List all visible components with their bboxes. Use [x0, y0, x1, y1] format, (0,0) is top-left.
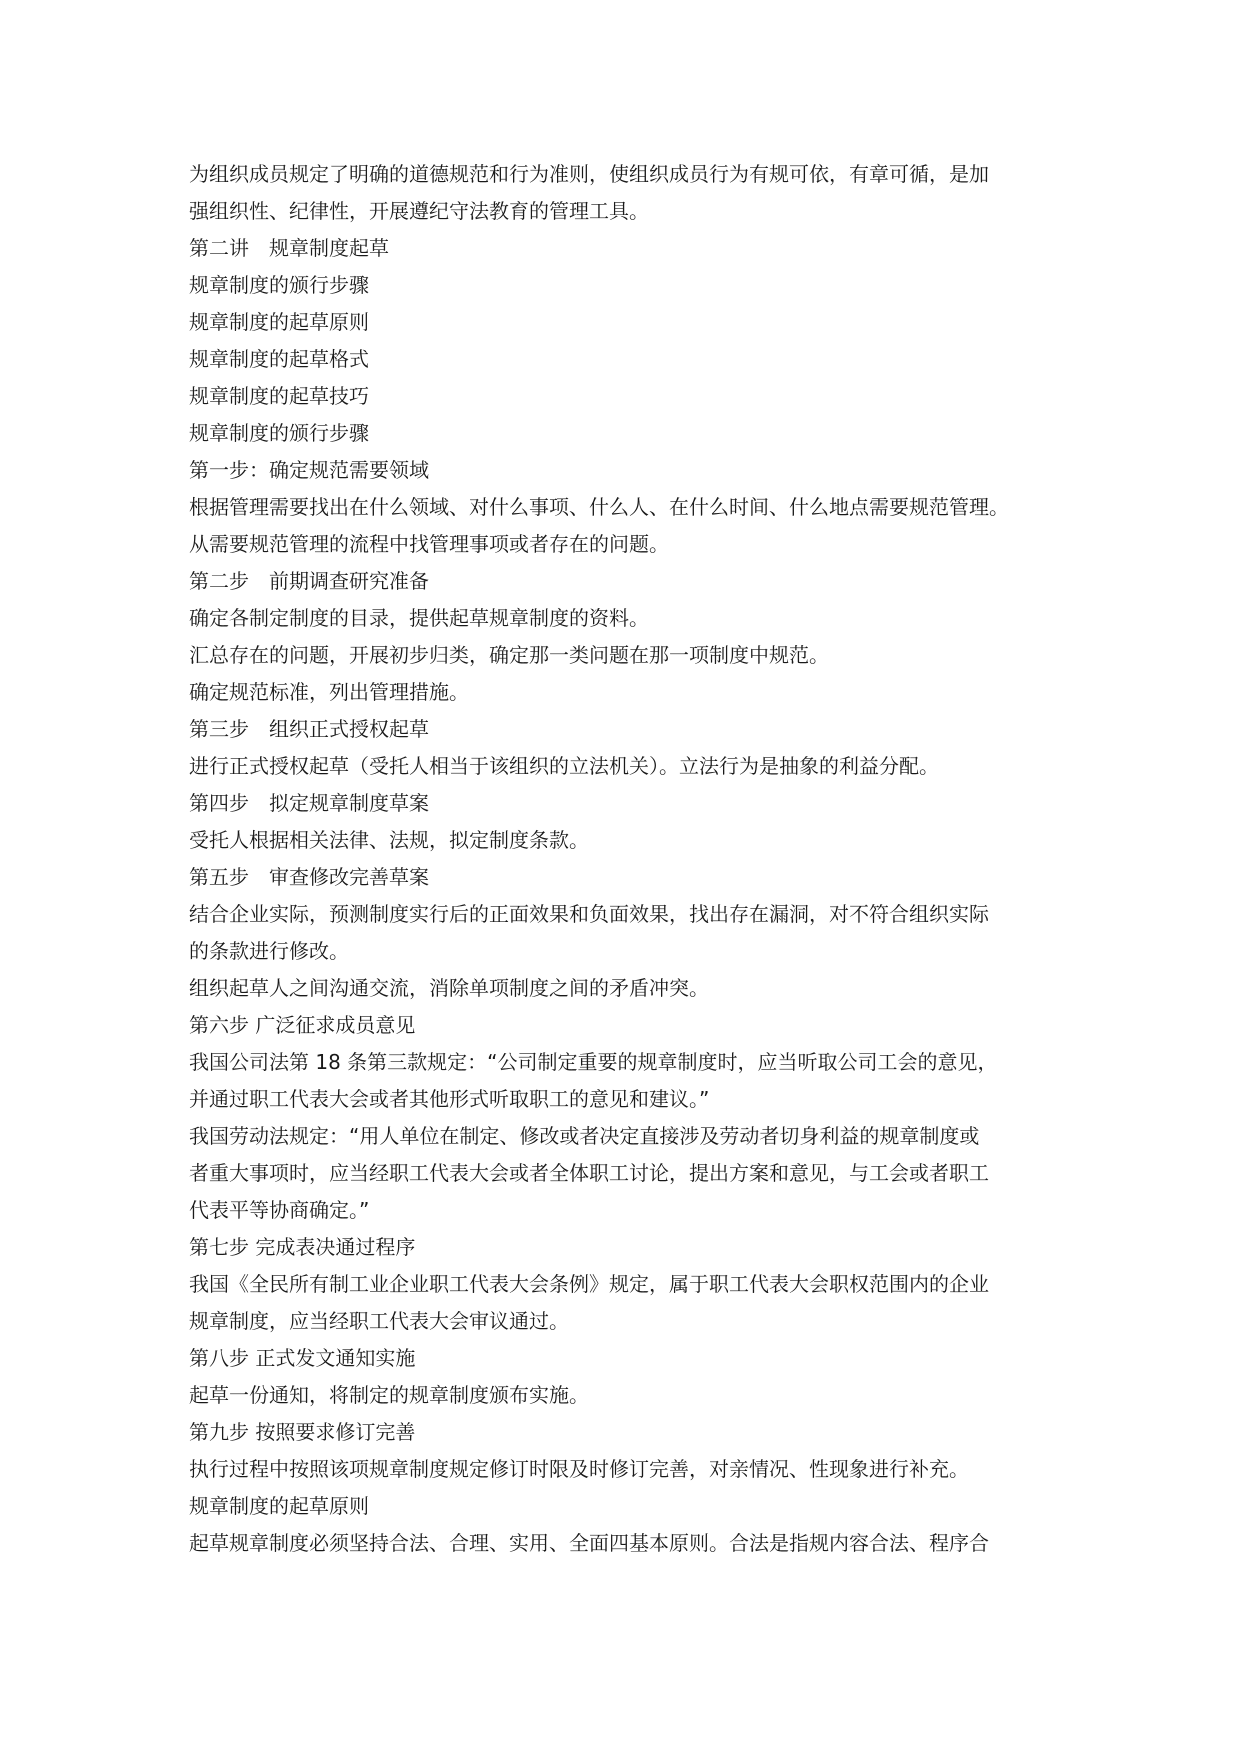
step-heading: 第五步 审查修改完善草案 [189, 865, 429, 889]
text-line: 代表平等协商确定。” [189, 1198, 370, 1222]
step-heading: 第七步 完成表决通过程序 [189, 1235, 416, 1259]
text-line: 汇总存在的问题，开展初步归类，确定那一类问题在那一项制度中规范。 [189, 643, 829, 667]
text-line: 规章制度的起草原则 [189, 310, 369, 334]
step-heading: 第四步 拟定规章制度草案 [189, 791, 429, 815]
text-line: 我国劳动法规定：“用人单位在制定、修改或者决定直接涉及劳动者切身利益的规章制度或 [189, 1124, 980, 1148]
text-line: 起草一份通知，将制定的规章制度颁布实施。 [189, 1383, 589, 1407]
text-line: 并通过职工代表大会或者其他形式听取职工的意见和建议。” [189, 1087, 710, 1111]
text-line: 进行正式授权起草（受托人相当于该组织的立法机关）。立法行为是抽象的利益分配。 [189, 754, 939, 778]
text-line: 规章制度，应当经职工代表大会审议通过。 [189, 1309, 569, 1333]
text-line: 根据管理需要找出在什么领域、对什么事项、什么人、在什么时间、什么地点需要规范管理。 [189, 495, 1009, 519]
step-heading: 第六步 广泛征求成员意见 [189, 1013, 416, 1037]
text-line: 强组织性、纪律性，开展遵纪守法教育的管理工具。 [189, 199, 649, 223]
text-line: 执行过程中按照该项规章制度规定修订时限及时修订完善，对亲情况、性现象进行补充。 [189, 1457, 969, 1481]
subsection-heading: 规章制度的颁行步骤 [189, 421, 369, 445]
text-line: 受托人根据相关法律、法规，拟定制度条款。 [189, 828, 589, 852]
subsection-heading: 规章制度的起草原则 [189, 1494, 369, 1518]
text-line: 规章制度的颁行步骤 [189, 273, 369, 297]
step-heading: 第三步 组织正式授权起草 [189, 717, 429, 741]
text-line: 确定规范标准，列出管理措施。 [189, 680, 469, 704]
text-line: 的条款进行修改。 [189, 939, 349, 963]
text-line: 组织起草人之间沟通交流，消除单项制度之间的矛盾冲突。 [189, 976, 709, 1000]
step-heading: 第八步 正式发文通知实施 [189, 1346, 416, 1370]
document-body [189, 156, 1069, 1562]
text-line: 规章制度的起草格式 [189, 347, 369, 371]
section-heading: 第二讲 规章制度起草 [189, 236, 389, 260]
step-heading: 第一步：确定规范需要领域 [189, 458, 429, 482]
text-line: 为组织成员规定了明确的道德规范和行为准则，使组织成员行为有规可依，有章可循，是加 [189, 162, 989, 186]
text-line: 起草规章制度必须坚持合法、合理、实用、全面四基本原则。合法是指规内容合法、程序合 [189, 1531, 989, 1555]
text-line: 我国《全民所有制工业企业职工代表大会条例》规定，属于职工代表大会职权范围内的企业 [189, 1272, 989, 1296]
step-heading: 第九步 按照要求修订完善 [189, 1420, 416, 1444]
text-line: 确定各制定制度的目录，提供起草规章制度的资料。 [189, 606, 649, 630]
text-line: 从需要规范管理的流程中找管理事项或者存在的问题。 [189, 532, 669, 556]
text-line: 规章制度的起草技巧 [189, 384, 369, 408]
step-heading: 第二步 前期调查研究准备 [189, 569, 429, 593]
text-line: 我国公司法第 18 条第三款规定：“公司制定重要的规章制度时，应当听取公司工会的意见， [189, 1050, 998, 1074]
text-line: 者重大事项时，应当经职工代表大会或者全体职工讨论，提出方案和意见，与工会或者职工 [189, 1161, 989, 1185]
text-line: 结合企业实际，预测制度实行后的正面效果和负面效果，找出存在漏洞，对不符合组织实际 [189, 902, 989, 926]
